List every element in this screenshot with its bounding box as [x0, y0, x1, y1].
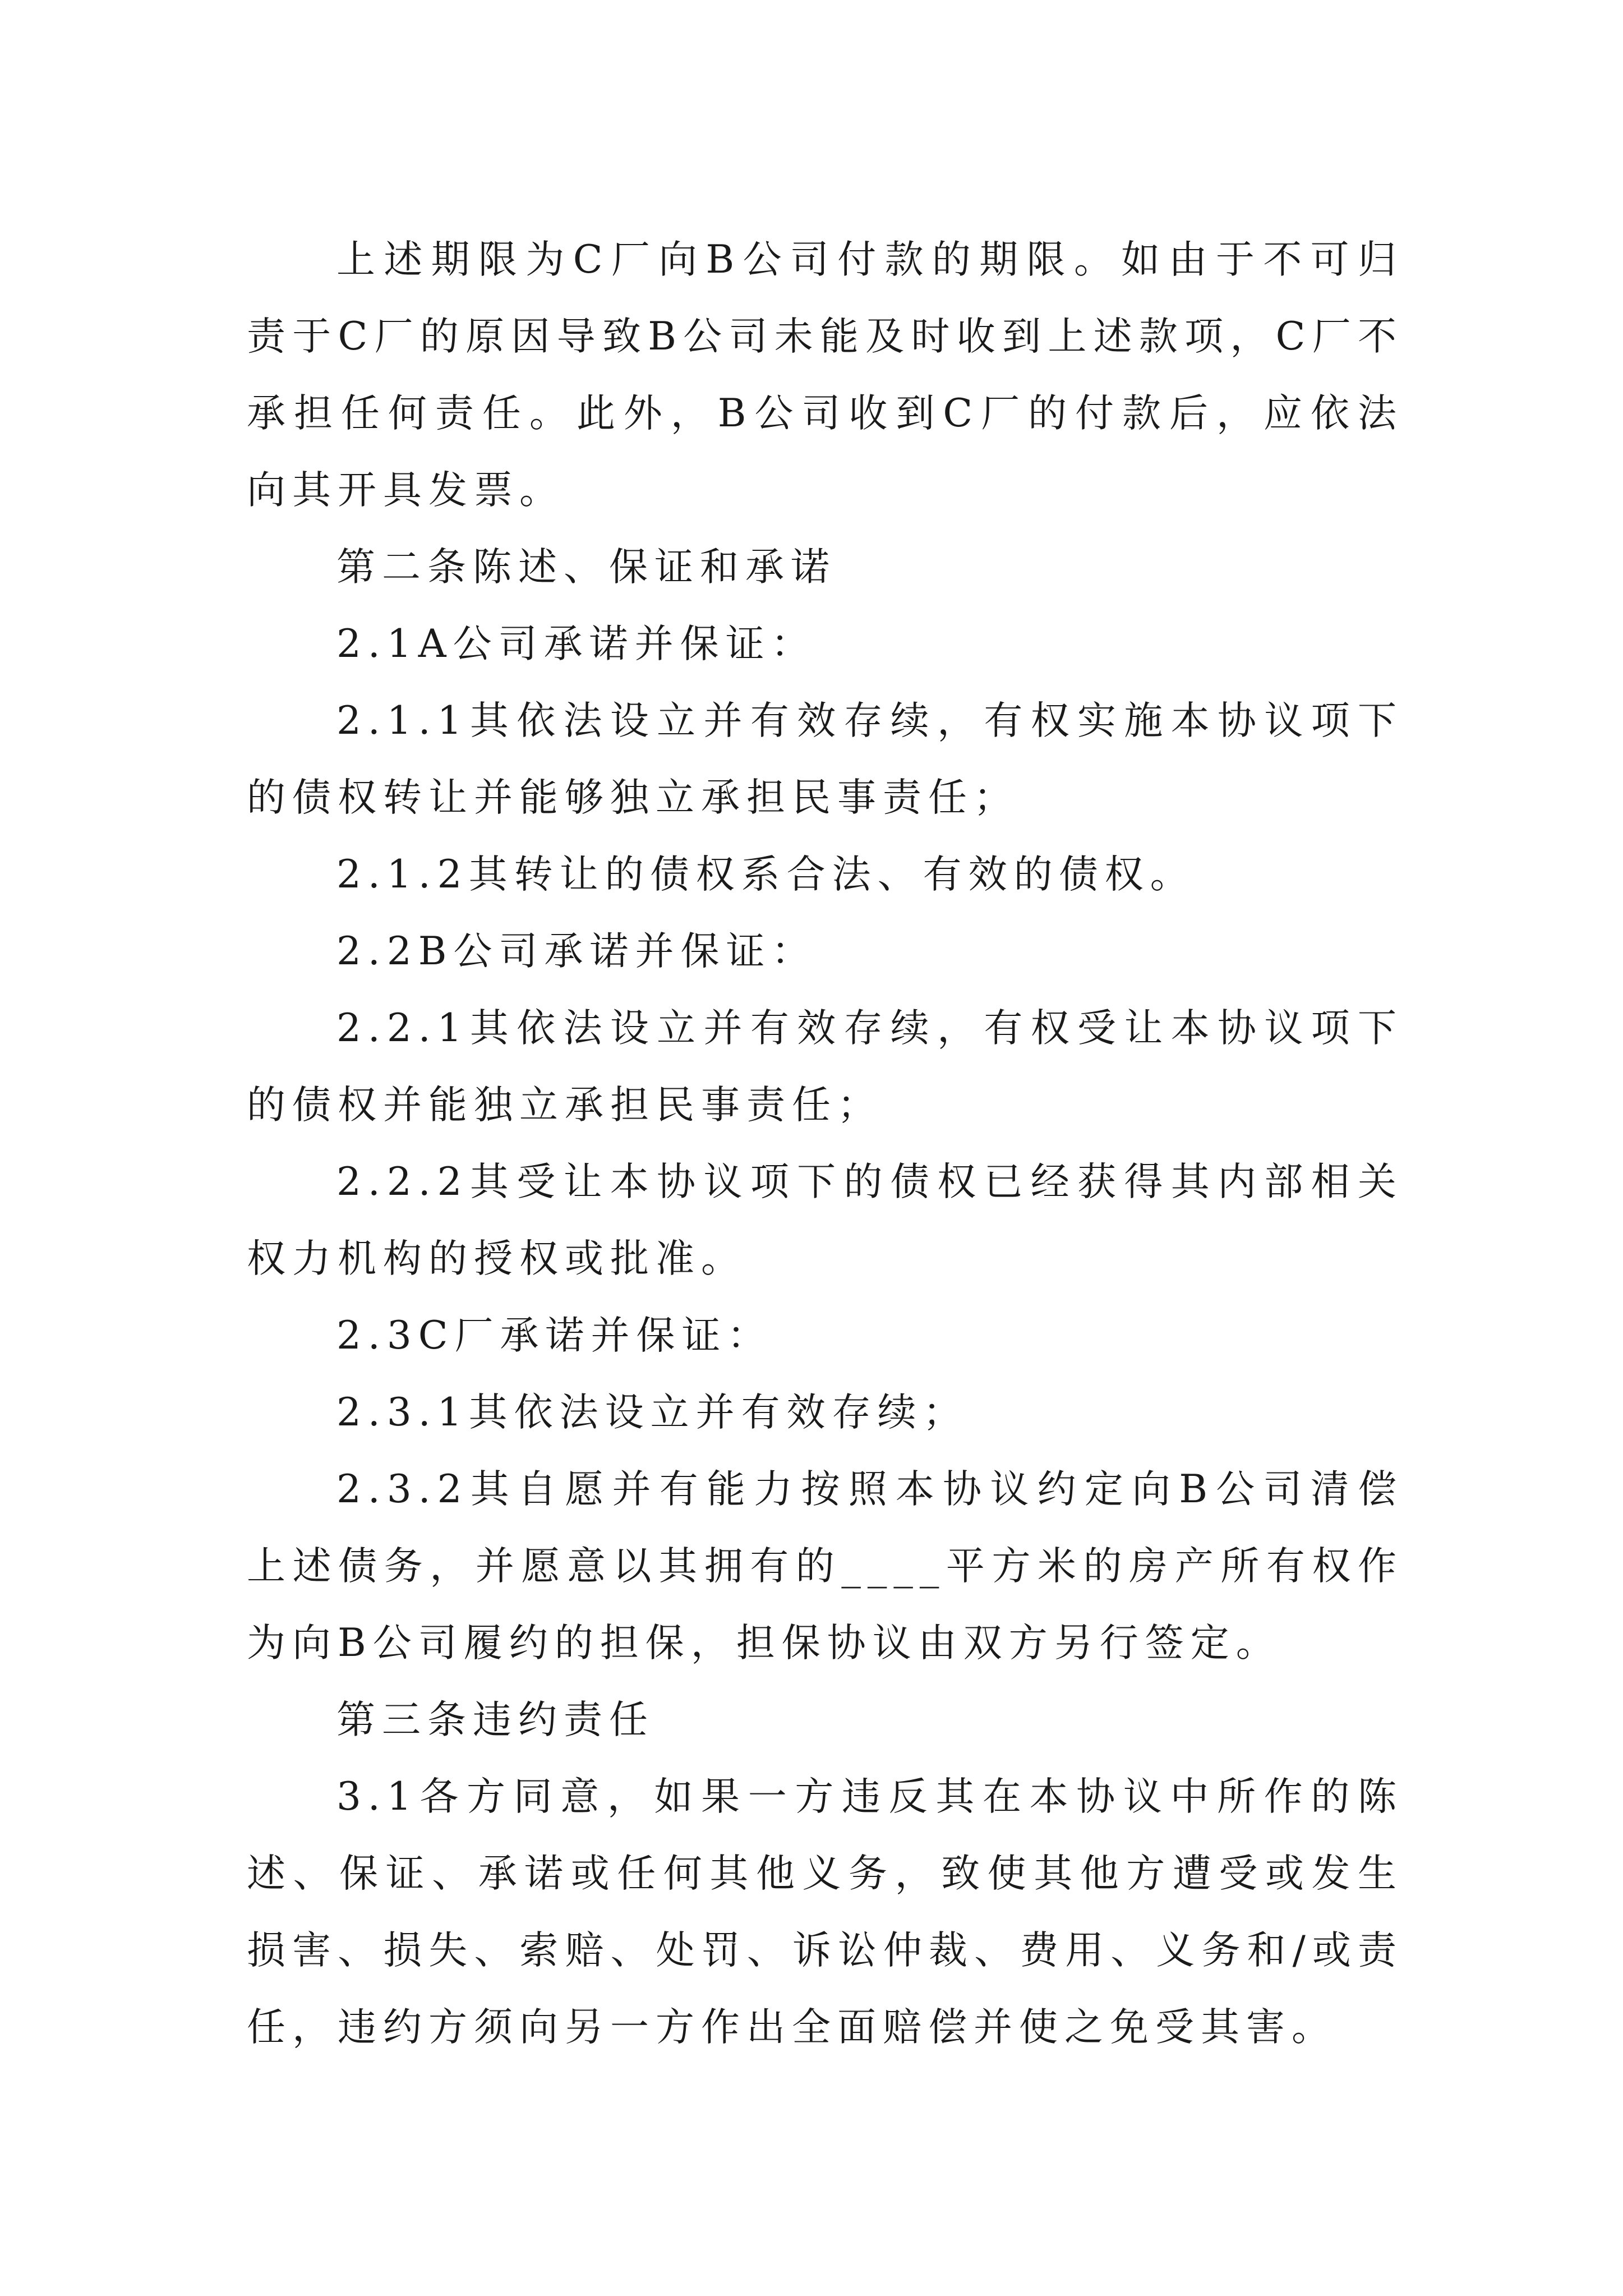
clause-2-3: 2.3C厂承诺并保证：: [336, 1313, 773, 1358]
document-body: [247, 222, 1403, 2066]
paragraph-payment-term: 上述期限为C厂向B公司付款的期限。如由于不可归责于C厂的原因导致B公司未能及时收到上述款项，C厂不承担任何责任。此外，B公司收到C厂的付款后，应依法向其开具发票。: [247, 237, 1403, 513]
clause-2-1: 2.1A公司承诺并保证：: [336, 622, 817, 666]
clause-2-2: 2.2B公司承诺并保证：: [336, 929, 817, 974]
section-heading-article-2: 第二条陈述、保证和承诺: [336, 545, 836, 590]
clause-2-2-1: 2.2.1其依法设立并有效存续，有权受让本协议项下的债权并能独立承担民事责任；: [247, 1006, 1403, 1128]
clause-2-2-2: 2.2.2其受让本协议项下的债权已经获得其内部相关权力机构的授权或批准。: [247, 1159, 1403, 1281]
clause-2-3-2: 2.3.2其自愿并有能力按照本协议约定向B公司清偿上述债务，并愿意以其拥有的____平方米的房产所有权作为向B公司履约的担保，担保协议由双方另行签定。: [247, 1467, 1403, 1665]
clause-2-1-1: 2.1.1其依法设立并有效存续，有权实施本协议项下的债权转让并能够独立承担民事责任；: [247, 698, 1403, 820]
clause-3-1: 3.1各方同意，如果一方违反其在本协议中所作的陈述、保证、承诺或任何其他义务，致使其他方遭受或发生损害、损失、索赔、处罚、诉讼仲裁、费用、义务和/或责任，违约方须向另一方作出全面赔偿并使之免受其害。: [247, 1774, 1403, 2050]
section-heading-article-3: 第三条违约责任: [336, 1697, 654, 1742]
clause-2-1-2: 2.1.2其转让的债权系合法、有效的债权。: [336, 852, 1196, 897]
clause-2-3-1: 2.3.1其依法设立并有效存续；: [336, 1390, 969, 1435]
